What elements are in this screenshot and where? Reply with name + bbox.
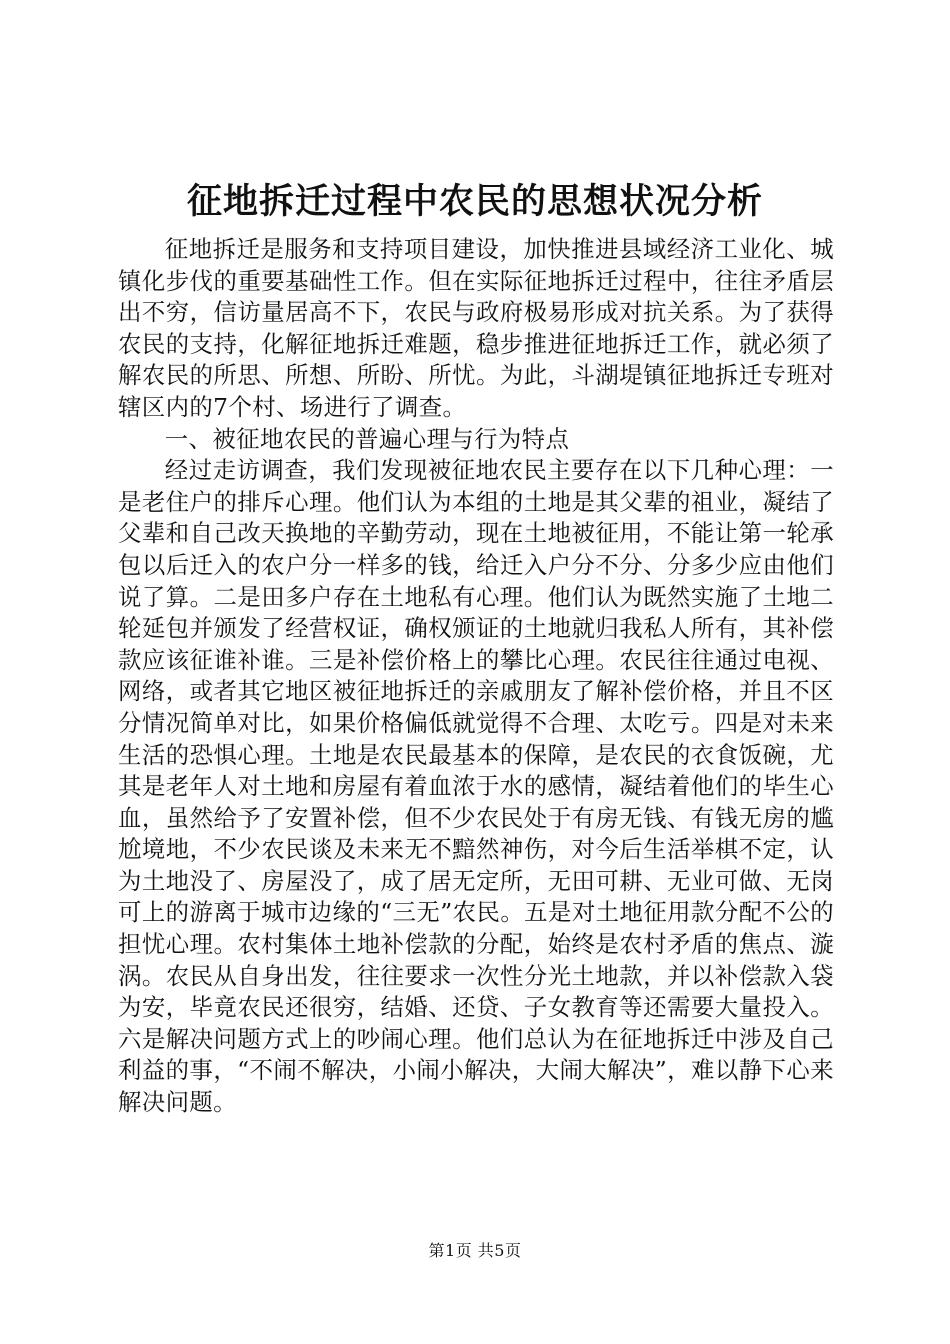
paragraph-psychology: 经过走访调查，我们发现被征地农民主要存在以下几种心理：一是老住户的排斥心理。他们认为本组的土地是其父辈的祖业，凝结了父辈和自己改天换地的辛勤劳动，现在土地被征用，不能让第一轮承包以后迁入的农户分一样多的钱，给迁入户分不分、分多少应由他们说了算。二是田多户存在土地私有心理。他们认为既然实施了土地二轮延包并颁发了经营权证，确权颁证的土地就归我私人所有，其补偿款应该征谁补谁。三是补偿价格上的攀比心理。农民往往通过电视、网络，或者其它地区被征地拆迁的亲戚朋友了解补偿价格，并且不区分情况简单对比，如果价格偏低就觉得不合理、太吃亏。四是对未来生活的恐惧心理。土地是农民最基本的保障，是农民的衣食饭碗，尤其是老年人对土地和房屋有着血浓于水的感情，凝结着他们的毕生心血，虽然给予了安置补偿，但不少农民处于有房无钱、有钱无房的尴尬境地，不少农民谈及未来无不黯然神伤，对今后生活举棋不定，认为土地没了、房屋没了，成了居无定所，无田可耕、无业可做、无岗可上的游离于城市边缘的“三无”农民。五是对土地征用款分配不公的担忧心理。农村集体土地补偿款的分配，始终是农村矛盾的焦点、漩涡。农民从自身出发，往往要求一次性分光土地款，并以补偿款入袋为安，毕竟农民还很穷，结婚、还贷、子女教育等还需要大量投入。六是解决问题方式上的吵闹心理。他们总认为在征地拆迁中涉及自己利益的事，“不闹不解决，小闹小解决，大闹大解决”，难以静下心来解决问题。 [118,456,834,1117]
section-heading: 一、被征地农民的普遍心理与行为特点 [164,424,570,453]
document-title: 征地拆迁过程中农民的思想状况分析 [186,182,763,222]
paragraph-intro: 征地拆迁是服务和支持项目建设，加快推进县域经济工业化、城镇化步伐的重要基础性工作。但在实际征地拆迁过程中，往往矛盾层出不穷，信访量居高不下，农民与政府极易形成对抗关系。为了获得农民的支持，化解征地拆迁难题，稳步推进征地拆迁工作，就必须了解农民的所思、所想、所盼、所忧。为此，斗湖堤镇征地拆迁专班对辖区内的7个村、场进行了调查。 [118,235,834,421]
page-number-footer: 第1页 共5页 [428,1241,522,1260]
document-body [118,234,834,1119]
